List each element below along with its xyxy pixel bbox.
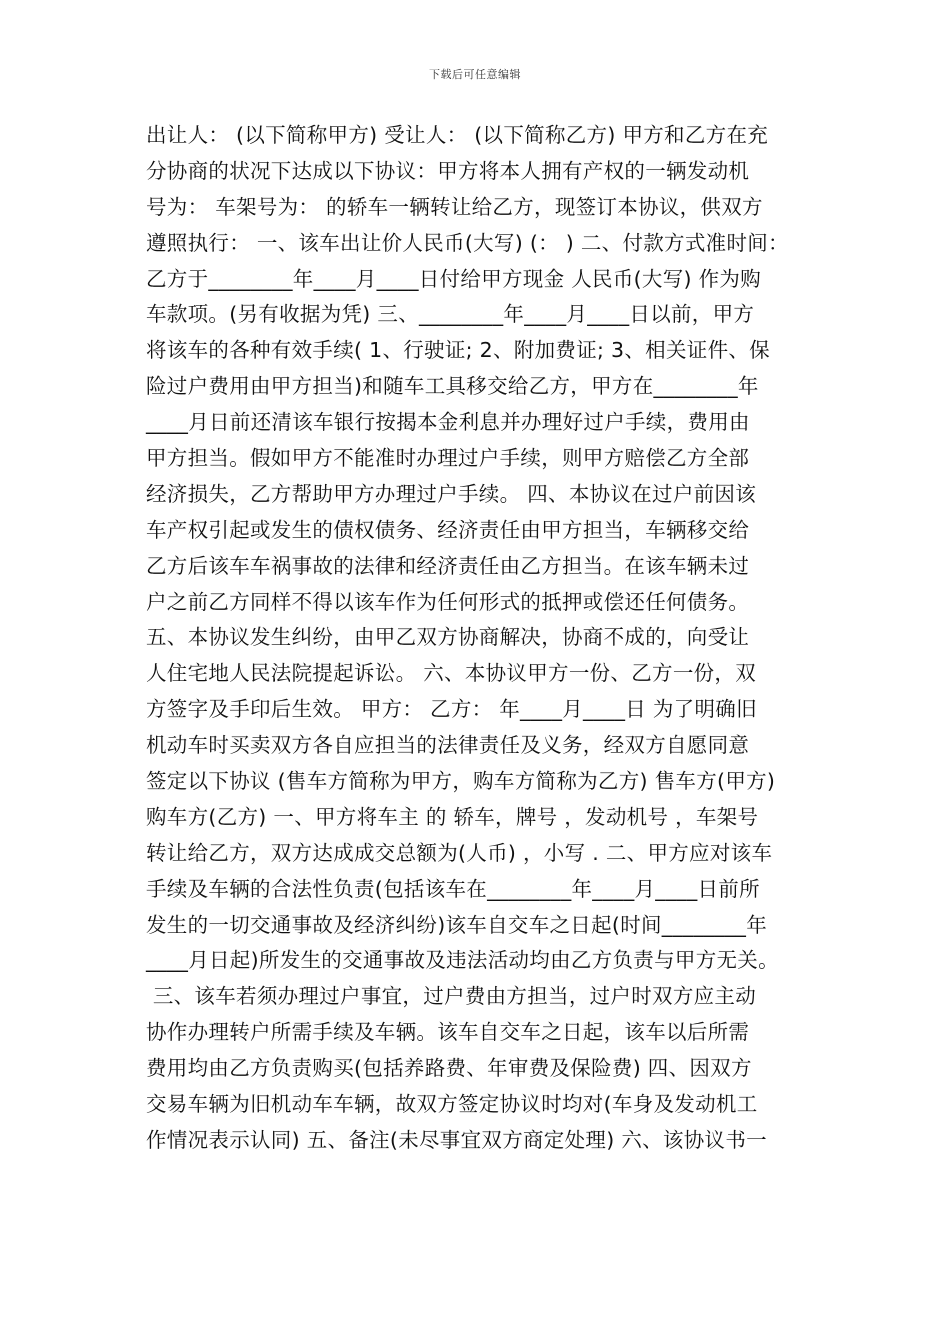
text-line: 车款项。(另有收据为凭) 三、________年____月____日以前，甲方: [146, 302, 755, 327]
text-line: 甲方担当。假如甲方不能准时办理过户手续，则甲方赔偿乙方全部: [146, 446, 750, 471]
text-line: 三、该车若须办理过户事宜，过户费由方担当，过户时双方应主动: [146, 984, 757, 1009]
text-line: 遵照执行： 一、该车出让价人民币(大写) (： ) 二、付款方式准时间：: [146, 230, 789, 255]
text-line: 车产权引起或发生的债权债务、经济责任由甲方担当，车辆移交给: [146, 517, 750, 542]
text-line: 交易车辆为旧机动车车辆，故双方签定协议时均对(车身及发动机工: [146, 1092, 758, 1117]
text-line: 购车方(乙方) 一、甲方将车主 的 轿车，牌号 ，发动机号 ，车架号: [146, 804, 759, 829]
text-line: 出让人： (以下简称甲方) 受让人： (以下简称乙方) 甲方和乙方在充: [146, 123, 769, 147]
text-line: 机动车时买卖双方各自应担当的法律责任及义务，经双方自愿同意: [146, 733, 750, 758]
text-line: ____月日前还清该车银行按揭本金利息并办理好过户手续，费用由: [146, 410, 750, 435]
text-line: 五、本协议发生纠纷，由甲乙双方协商解决，协商不成的，向受让: [146, 625, 750, 650]
text-line: 人住宅地人民法院提起诉讼。 六、本协议甲方一份、乙方一份，双: [146, 661, 757, 686]
text-line: 方签字及手印后生效。 甲方： 乙方： 年____月____日 为了明确旧: [146, 697, 757, 722]
text-line: 手续及车辆的合法性负责(包括该车在________年____月____日前所: [146, 876, 760, 901]
text-line: 乙方于________年____月____日付给甲方现金 人民币(大写) 作为购: [146, 266, 762, 291]
text-line: 险过户费用由甲方担当)和随车工具移交给乙方，甲方在________年: [146, 374, 759, 399]
text-line: 发生的一切交通事故及经济纠纷)该车自交车之日起(时间________年: [146, 912, 767, 937]
text-line: 分协商的状况下达成以下协议：甲方将本人拥有产权的一辆发动机: [146, 158, 750, 183]
body-text: [146, 118, 826, 1159]
text-line: 协作办理转户所需手续及车辆。该车自交车之日起，该车以后所需: [146, 1020, 750, 1045]
text-line: 户之前乙方同样不得以该车作为任何形式的抵押或偿还任何债务。: [146, 589, 750, 614]
page-header: 下载后可任意编辑: [429, 68, 521, 81]
text-line: 经济损失，乙方帮助甲方办理过户手续。 四、本协议在过户前因该: [146, 481, 757, 506]
text-line: 乙方后该车车祸事故的法律和经济责任由乙方担当。在该车辆未过: [146, 553, 750, 578]
text-line: 作情况表示认同) 五、备注(未尽事宜双方商定处理) 六、该协议书一: [146, 1127, 767, 1152]
text-line: 号为： 车架号为： 的轿车一辆转让给乙方，现签订本协议，供双方: [146, 194, 763, 219]
text-line: 将该车的各种有效手续( 1、行驶证; 2、附加费证; 3、相关证件、保: [146, 338, 770, 363]
text-line: 费用均由乙方负责购买(包括养路费、年审费及保险费) 四、因双方: [146, 1056, 752, 1081]
text-line: 签定以下协议 (售车方简称为甲方，购车方简称为乙方) 售车方(甲方): [146, 769, 776, 794]
text-line: ____月日起)所发生的交通事故及违法活动均由乙方负责与甲方无关。: [146, 948, 779, 973]
text-line: 转让给乙方，双方达成成交总额为(人币) ，小写 . 二、甲方应对该车: [146, 840, 773, 865]
